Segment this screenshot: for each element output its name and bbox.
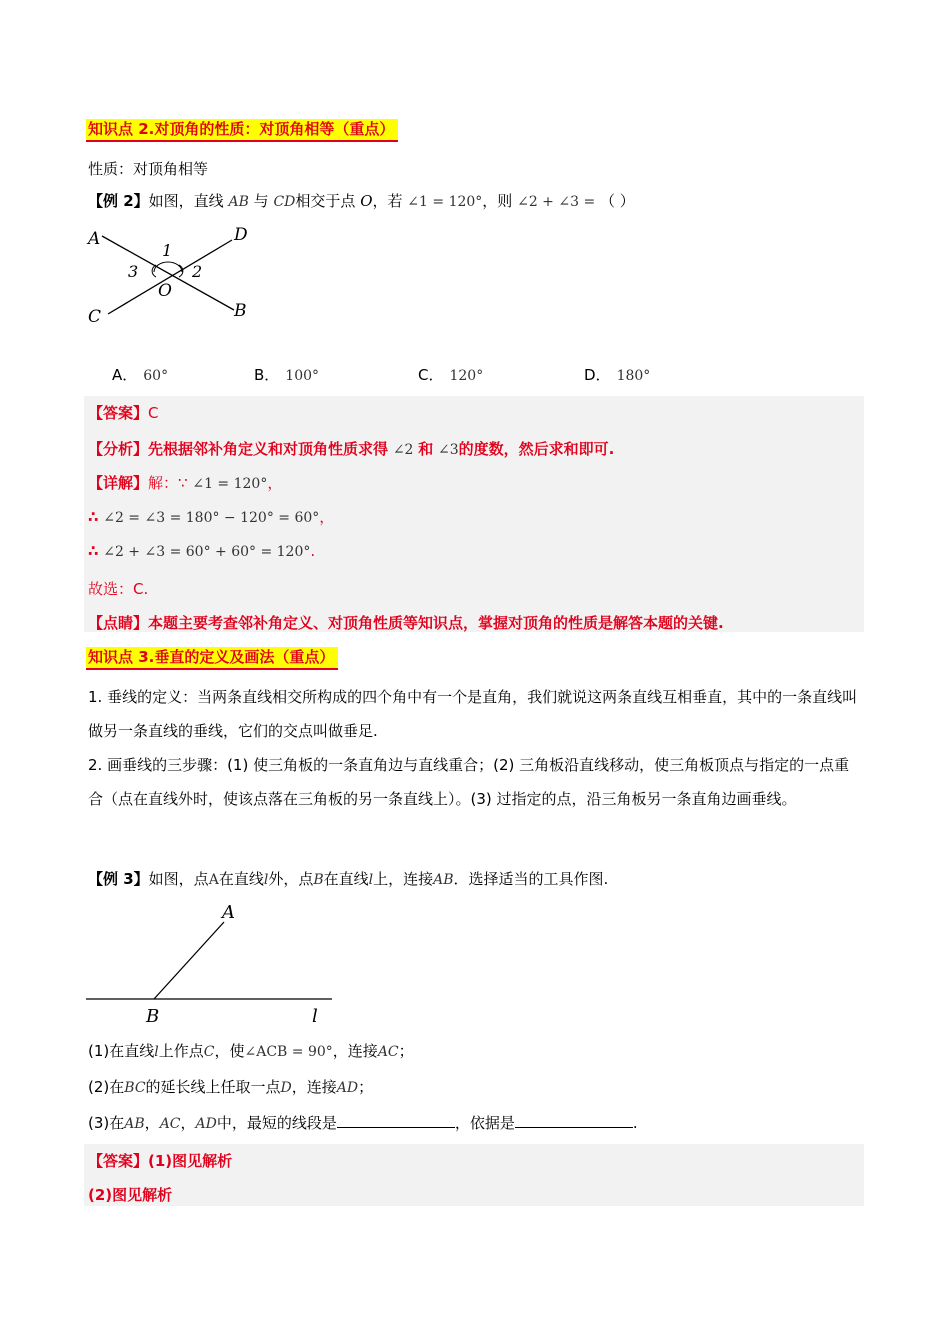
- label-A: A: [88, 229, 101, 249]
- example2-detail: 【详解】解：∵ ∠1 = 120°，: [88, 474, 283, 492]
- kp2-heading: 知识点 2.对顶角的性质：对顶角相等（重点）: [86, 118, 398, 139]
- kp2-property: 性质：对顶角相等: [88, 160, 209, 178]
- kp3-heading: 知识点 3.垂直的定义及画法（重点）: [86, 646, 338, 667]
- example3-question: 【例 3】如图，点A在直线l外，点B在直线l上，连接AB．选择适当的工具作图.: [88, 870, 609, 888]
- label-B: B: [234, 301, 247, 321]
- example3-q3: (3)在AB，AC，AD中，最短的线段是 ，依据是 .: [88, 1114, 638, 1132]
- intersecting-lines-figure: [84, 222, 264, 326]
- example2-answer: 【答案】C: [88, 404, 159, 422]
- option-c: C． 120°: [418, 366, 484, 384]
- example2-choose: 故选：C.: [88, 580, 149, 598]
- example3-answer-1: 【答案】(1)图见解析: [88, 1152, 233, 1170]
- example2-step2: ∴ ∠2 = ∠3 = 180° − 120° = 60°，: [88, 508, 335, 526]
- answer-blank-1[interactable]: [337, 1113, 455, 1128]
- line-l-figure: [84, 898, 344, 1028]
- example3-q1: (1)在直线l上作点C，使∠ACB = 90°，连接AC；: [88, 1042, 414, 1060]
- option-d: D． 180°: [584, 366, 651, 384]
- option-a: A． 60°: [112, 366, 169, 384]
- label-D: D: [234, 225, 248, 245]
- kp3-steps: 2. 画垂线的三步骤：(1) 使三角板的一条直角边与直线重合；(2) 三角板沿直线移动，使三角板顶点与指定的一点重合（点在直线外时，使该点落在三角板的另一条直线上）。(3) 过指定的点，沿三角板另一条直角边画垂线。: [88, 756, 850, 808]
- label-1: 1: [162, 241, 173, 260]
- label-3: 3: [128, 262, 139, 281]
- example3-answer-2: (2)图见解析: [88, 1186, 173, 1204]
- label-B: B: [146, 1006, 160, 1027]
- segment-AB: [154, 922, 224, 999]
- example3-q2: (2)在BC的延长线上任取一点D，连接AD；: [88, 1078, 374, 1096]
- label-l: l: [312, 1006, 318, 1027]
- label-O: O: [158, 281, 172, 301]
- option-b: B． 100°: [254, 366, 320, 384]
- example2-step3: ∴ ∠2 + ∠3 = 60° + 60° = 120°.: [88, 542, 316, 560]
- answer-blank-2[interactable]: [515, 1113, 633, 1128]
- example2-comment: 【点睛】本题主要考查邻补角定义、对顶角性质等知识点，掌握对顶角的性质是解答本题的关键.: [88, 614, 724, 632]
- example2-question: 【例 2】如图，直线 AB 与 CD相交于点 O，若 ∠1 = 120°，则 ∠2 + ∠3 = （ ）: [88, 192, 635, 210]
- label-2: 2: [192, 262, 203, 281]
- label-C: C: [88, 307, 102, 326]
- example2-analysis: 【分析】先根据邻补角定义和对顶角性质求得 ∠2 和 ∠3的度数，然后求和即可.: [88, 440, 615, 458]
- kp3-definition: 1. 垂线的定义：当两条直线相交所构成的四个角中有一个是直角，我们就说这两条直线互相垂直，其中的一条直线叫做另一条直线的垂线，它们的交点叫做垂足.: [88, 688, 858, 740]
- label-A: A: [222, 902, 235, 923]
